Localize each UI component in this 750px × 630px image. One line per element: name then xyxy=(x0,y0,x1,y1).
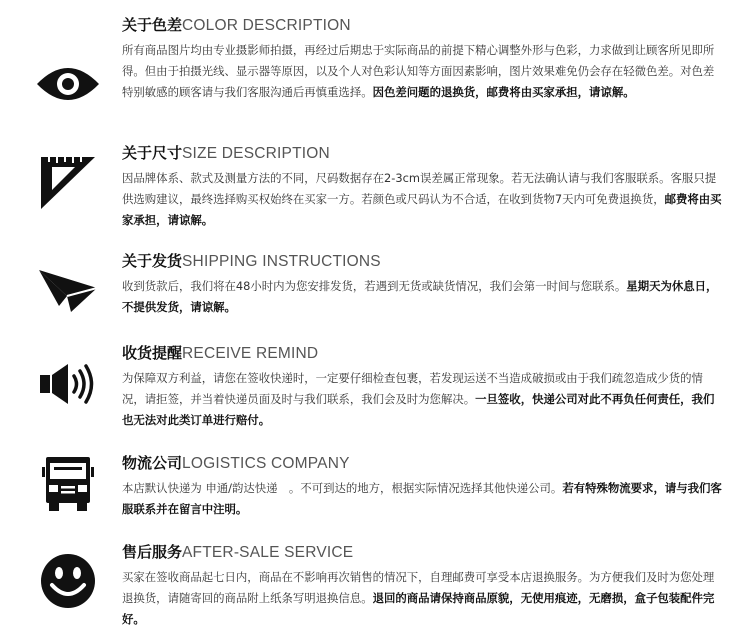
section-title xyxy=(122,342,722,365)
body-bold-text: 星期天为休息日，不提供发货，请谅解。 xyxy=(122,279,718,314)
speaker-icon xyxy=(30,346,105,421)
title-zh: 关于尺寸 xyxy=(122,144,183,162)
section-body xyxy=(122,368,722,431)
section-body xyxy=(122,478,722,520)
title-en: AFTER-SALE SERVICE xyxy=(182,544,354,561)
title-zh: 售后服务 xyxy=(122,543,183,561)
body-bold-text: 一旦签收，快递公司对此不再负任何责任，我们也无法对此类订单进行赔付。 xyxy=(122,392,715,427)
body-text: 收到货款后，我们将在48小时内为您安排发货，若遇到无货或缺货情况，我们会第一时间与您联系。 xyxy=(122,279,627,293)
section-title xyxy=(122,250,722,273)
section-body xyxy=(122,276,722,318)
paper-plane-icon xyxy=(30,250,105,325)
body-text: 因品牌体系、款式及测量方法的不同，尺码数据存在2-3cm误差属正常现象。若无法确认请与我们客服联系。客服只提供选购建议，最终选择购买权始终在买家一方。若颜色或尺码认为不合适，在收到货物7天内可免费退换货， xyxy=(122,171,717,206)
body-text: 买家在签收商品起七日内，商品在不影响再次销售的情况下，自理邮费可享受本店退换服务。为方便我们及时为您处理退换货，请随寄回的商品附上纸条写明退换信息。 xyxy=(122,570,715,605)
title-en: RECEIVE REMIND xyxy=(182,345,319,362)
section-body xyxy=(122,567,722,630)
ruler-triangle-icon xyxy=(30,144,105,219)
section-body xyxy=(122,40,722,103)
section-body xyxy=(122,168,722,231)
body-bold-text: 邮费将由买家承担，请谅解。 xyxy=(122,192,722,227)
section-title xyxy=(122,142,722,165)
title-zh: 关于发货 xyxy=(122,252,183,270)
title-en: LOGISTICS COMPANY xyxy=(182,455,350,472)
title-zh: 物流公司 xyxy=(122,454,183,472)
body-text: 本店默认快递为 申通/韵达快递 。不可到达的地方，根据实际情况选择其他快递公司。 xyxy=(122,481,563,495)
title-zh: 关于色差 xyxy=(122,16,183,34)
section-title xyxy=(122,452,722,475)
body-bold-text: 若有特殊物流要求，请与我们客服联系并在留言中注明。 xyxy=(122,481,722,516)
title-en: SIZE DESCRIPTION xyxy=(182,145,330,162)
title-zh: 收货提醒 xyxy=(122,344,183,362)
body-text: 为保障双方利益，请您在签收快递时，一定要仔细检查包裹，若发现运送不当造成破损或由于我们疏忽造成少货的情况，请拒签，并当着快递员面及时与我们联系，我们会及时为您解决。 xyxy=(122,371,703,406)
title-en: SHIPPING INSTRUCTIONS xyxy=(182,253,381,270)
section-title xyxy=(122,14,722,37)
smiley-icon xyxy=(30,543,105,618)
body-text: 所有商品图片均由专业摄影师拍摄，再经过后期忠于实际商品的前提下精心调整外形与色彩，力求做到让顾客所见即所得。但由于拍摄光线、显示器等原因，以及个人对色彩认知等方面因素影响，图片效果难免仍会存在轻微色差。对色差特别敏感的顾客请与我们客服沟通后再慎重选择。 xyxy=(122,43,715,99)
body-bold-text: 因色差问题的退换货，邮费将由买家承担，请谅解。 xyxy=(372,85,635,99)
truck-icon xyxy=(30,446,105,521)
body-bold-text: 退回的商品请保持商品原貌，无使用痕迹，无磨损，盒子包装配件完好。 xyxy=(122,591,715,626)
title-en: COLOR DESCRIPTION xyxy=(182,17,351,34)
eye-icon xyxy=(30,46,105,121)
section-title xyxy=(122,541,722,564)
